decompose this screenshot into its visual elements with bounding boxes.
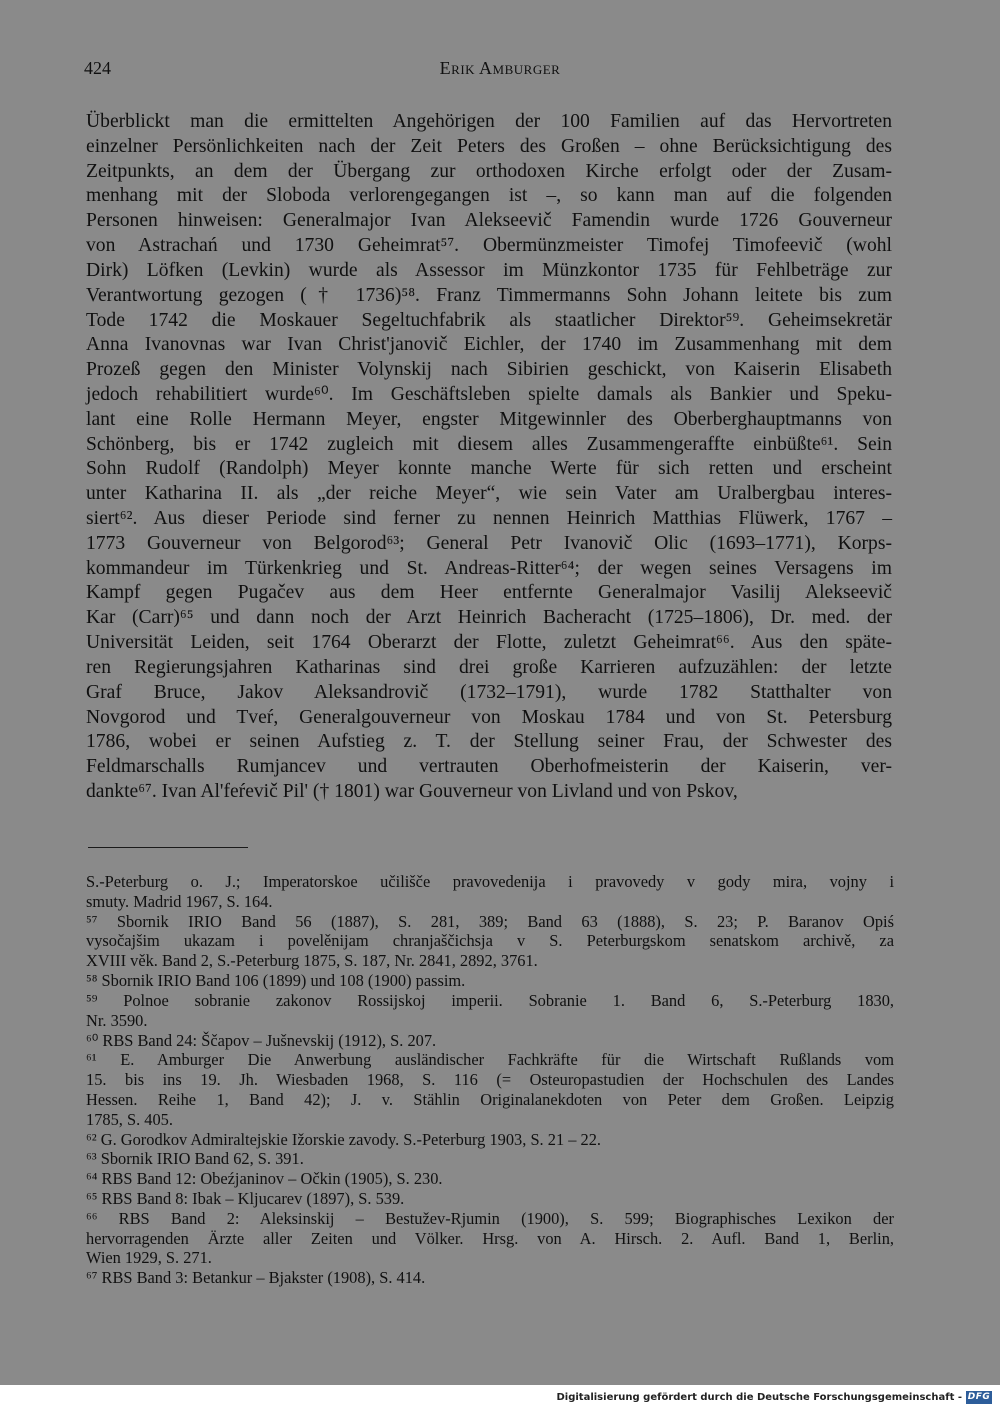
body-line: Verantwortung gezogen († 1736)⁵⁸. Franz Timmermanns Sohn Johann leitete bis zum	[86, 284, 892, 306]
body-line: Personen hinweisen: Generalmajor Ivan Alekseevič Famendin wurde 1726 Gouverneur	[86, 210, 892, 232]
footnote-line: ⁶¹ E. Amburger Die Anwerbung ausländischer Fachkräfte für die Wirtschaft Rußlands vom	[86, 1050, 894, 1070]
running-head: Erik Amburger	[439, 58, 561, 78]
credit-text: Digitalisierung gefördert durch die Deutsche Forschungsgemeinschaft -	[556, 1391, 962, 1403]
body-line: Sohn Rudolf (Randolph) Meyer konnte manche Werte für sich retten und erscheint	[86, 458, 892, 480]
body-line: 1773 Gouverneur von Belgorod⁶³; General Petr Ivanovič Olic (1693–1771), Korps-	[86, 532, 892, 554]
body-line: Novgorod und Tveŕ, Generalgouverneur von Moskau 1784 und von St. Petersburg	[86, 706, 892, 728]
footnote-line: ⁵⁹ Polnoe sobranie zakonov Rossijskoj imperii. Sobranie 1. Band 6, S.-Peterburg 1830,	[86, 990, 894, 1010]
footnote-line: XVIII věk. Band 2, S.-Peterburg 1875, S. 187, Nr. 2841, 2892, 3761.	[86, 951, 538, 971]
footnotes	[86, 872, 894, 1288]
body-line: Anna Ivanovnas war Ivan Christ'janovič Eichler, der 1740 im Zusammenhang mit dem	[86, 334, 892, 356]
footnote-line: S.-Peterburg o. J.; Imperatorskoe učilišče pravovedenija i pravovedy v gody mira, vojny i	[86, 872, 894, 891]
footnote-line: ⁶⁵ RBS Band 8: Ibak – Kljucarev (1897), S. 539.	[86, 1189, 405, 1208]
footnote-line: 1785, S. 405.	[86, 1109, 173, 1129]
body-line: Feldmarschalls Rumjancev und vertrauten Oberhofmeisterin der Kaiserin, ver-	[86, 756, 892, 778]
body-line: Kar (Carr)⁶⁵ und dann noch der Arzt Heinrich Bacheracht (1725–1806), Dr. med. der	[86, 607, 892, 629]
body-line: Überblickt man die ermittelten Angehörigen der 100 Familien auf das Hervortreten	[86, 111, 892, 132]
dfg-logo-icon: DFG	[967, 1391, 991, 1402]
body-line: Tode 1742 die Moskauer Segeltuchfabrik als staatlicher Direktor⁵⁹. Geheimsekretär	[86, 309, 892, 331]
body-line: 1786, wobei er seinen Aufstieg z. T. der Stellung seiner Frau, der Schwester des	[86, 731, 892, 753]
body-line: Schönberg, bis er 1742 zugleich mit diesem alles Zusammengeraffte einbüßte⁶¹. Sein	[86, 433, 892, 455]
footnote-line: ⁶⁴ RBS Band 12: Obeźjaninov – Očkin (1905), S. 230.	[86, 1169, 443, 1189]
body-line: kommandeur im Türkenkrieg und St. Andreas-Ritter⁶⁴; der wegen seines Versagens im	[86, 557, 892, 579]
footnote-separator	[88, 847, 248, 848]
footnote-line: Hessen. Reihe 1, Band 42); J. v. Stählin Originalanekdoten von Peter dem Großen. Leipzig	[86, 1089, 894, 1109]
body-line: einzelner Persönlichkeiten nach der Zeit Peters des Großen – ohne Berücksichtigung des	[86, 135, 892, 157]
body-line: jedoch rehabilitiert wurde⁶⁰. Im Geschäftsleben spielte damals als Bankier und Speku-	[86, 383, 892, 405]
footnote-line: hervorragenden Ärzte aller Zeiten und Völker. Hrsg. von A. Hirsch. 2. Aufl. Band 1, Berlin,	[86, 1228, 894, 1248]
body-line: ren Regierungsjahren Katharinas sind drei große Karrieren aufzuzählen: der letzte	[86, 656, 892, 678]
body-line: Kampf gegen Pugačev aus dem Heer entfernte Generalmajor Vasilij Alekseevič	[86, 582, 892, 604]
body-line: Zeitpunkts, an dem der Übergang zur orthodoxen Kirche erfolgt oder der Zusam-	[86, 160, 892, 182]
footnote-line: ⁶⁰ RBS Band 24: Ščapov – Jušnevskij (1912), S. 207.	[86, 1030, 437, 1050]
footnote-line: Wien 1929, S. 271.	[86, 1248, 212, 1268]
body-line: unter Katharina II. als „der reiche Meyer“, wie sein Vater am Uralbergbau interes-	[86, 483, 892, 505]
footnote-line: smuty. Madrid 1967, S. 164.	[86, 891, 273, 911]
body-line: Universität Leiden, seit 1764 Oberarzt der Flotte, zuletzt Geheimrat⁶⁶. Aus den späte-	[86, 632, 892, 654]
footnote-line: ⁶² G. Gorodkov Admiraltejskie Ižorskie zavody. S.-Peterburg 1903, S. 21 – 22.	[86, 1129, 602, 1149]
body-line: Prozeß gegen den Minister Volynskij nach Sibirien geschickt, von Kaiserin Elisabeth	[86, 359, 892, 381]
footnote-line: ⁵⁸ Sbornik IRIO Band 106 (1899) und 108 (1900) passim.	[86, 971, 466, 991]
body-line: menhang mit der Sloboda verlorengegangen ist –, so kann man auf die folgenden	[86, 185, 892, 207]
page-number: 424	[84, 58, 111, 78]
body-line: Graf Bruce, Jakov Aleksandrovič (1732–1791), wurde 1782 Statthalter von	[86, 681, 892, 703]
body-line: von Astrachań und 1730 Geheimrat⁵⁷. Obermünzmeister Timofej Timofeevič (wohl	[86, 235, 892, 257]
footnote-line: ⁶⁷ RBS Band 3: Betankur – Bjakster (1908), S. 414.	[86, 1268, 426, 1288]
footnote-line: ⁶⁶ RBS Band 2: Aleksinskij – Bestužev-Rjumin (1900), S. 599; Biographisches Lexikon der	[86, 1208, 894, 1228]
body-text	[86, 110, 892, 805]
footnote-line: vysočajšim ukazam i povelěnijam chranjaščichsja v S. Peterburgskom senatskom archivě, za	[86, 931, 894, 951]
body-line: lant eine Rolle Hermann Meyer, engster Mitgewinnler des Oberberghauptmanns von	[86, 408, 892, 430]
body-line: siert⁶². Aus dieser Periode sind ferner zu nennen Heinrich Matthias Flüwerk, 1767 –	[86, 508, 892, 529]
body-line: dankte⁶⁷. Ivan Al'feŕevič Pil' († 1801) war Gouverneur von Livland und von Pskov,	[86, 780, 738, 802]
footnote-line: 15. bis ins 19. Jh. Wiesbaden 1968, S. 116 (= Osteuropastudien der Hochschulen des Landes	[86, 1070, 894, 1090]
footnote-line: ⁵⁷ Sbornik IRIO Band 56 (1887), S. 281, 389; Band 63 (1888), S. 23; P. Baranov Opiś	[86, 911, 894, 931]
body-line: Dirk) Löfken (Levkin) wurde als Assessor im Münzkontor 1735 für Fehlbeträge zur	[86, 259, 892, 281]
footnote-line: Nr. 3590.	[86, 1010, 148, 1030]
digitization-credit-bar	[0, 1385, 1000, 1409]
footnote-line: ⁶³ Sbornik IRIO Band 62, S. 391.	[86, 1149, 304, 1169]
